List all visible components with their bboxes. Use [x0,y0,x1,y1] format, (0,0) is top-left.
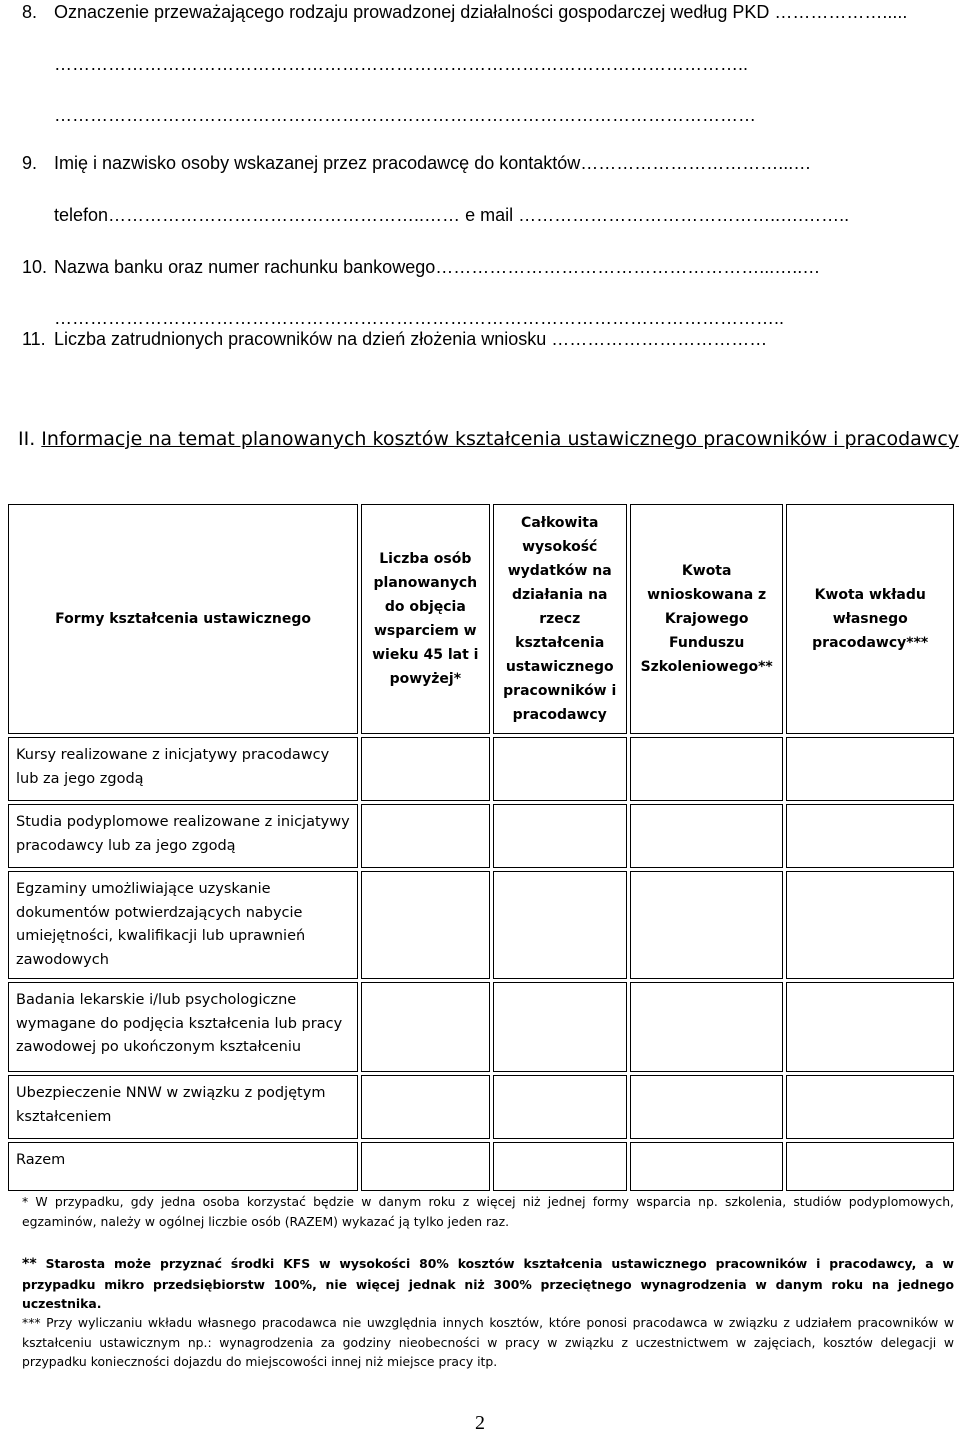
input-cell[interactable] [361,982,489,1072]
contact-line [54,205,849,226]
input-cell[interactable] [786,737,954,801]
item-11 [22,329,767,350]
table-row [8,982,954,1072]
input-cell[interactable] [786,1075,954,1139]
phone-field[interactable]: ……………………………………………..…… [108,205,461,225]
input-cell[interactable] [361,871,489,979]
input-cell[interactable] [493,804,627,868]
footnote-marker: * [22,1194,29,1209]
table-row [8,737,954,801]
row-label: Kursy realizowane z inicjatywy pracodawcy lub za jego zgodą [8,737,358,801]
input-cell[interactable] [361,737,489,801]
input-cell[interactable] [361,804,489,868]
header-kfs-amount: Kwota wnioskowana z Krajowego Funduszu Szkoleniowego** [630,504,783,734]
footnote-2 [22,1254,954,1314]
item-text: Oznaczenie przeważającego rodzaju prowadzonej działalności gospodarczej według PKD ………………..... [54,2,908,22]
phone-label: telefon [54,205,109,225]
row-label: Razem [8,1142,358,1191]
item-text: Nazwa banku oraz numer rachunku bankowego………………………………………………...…..… [54,257,821,277]
fill-line[interactable]: ………………………………………………………………………………………………………….. [54,308,785,328]
page-number: 2 [475,1412,485,1434]
input-cell[interactable] [630,1075,783,1139]
cost-table [5,501,957,1194]
footnote-marker: *** [22,1315,41,1330]
table-row [8,804,954,868]
input-cell[interactable] [493,737,627,801]
input-cell[interactable] [630,1142,783,1191]
input-cell[interactable] [630,871,783,979]
input-cell[interactable] [361,1142,489,1191]
item-9 [22,153,811,174]
input-cell[interactable] [786,1142,954,1191]
footnote-text: Starosta może przyznać środki KFS w wysokości 80% kosztów kształcenia ustawicznego pracowników i pracodawcy, a w przypadku mikro przedsiębiorstw 100%, nie więcej jednak niż 300% przeciętnego wynagrodzenia w danym roku na jednego uczestnika. [22,1256,954,1311]
header-forms: Formy kształcenia ustawicznego [8,504,358,734]
input-cell[interactable] [630,982,783,1072]
table-row [8,1075,954,1139]
section-number: II. [18,428,36,450]
item-8 [22,2,907,23]
input-cell[interactable] [493,871,627,979]
input-cell[interactable] [786,871,954,979]
row-label: Studia podyplomowe realizowane z inicjatywy pracodawcy lub za jego zgodą [8,804,358,868]
item-text: Liczba zatrudnionych pracowników na dzień złożenia wniosku ……………………………… [54,329,768,349]
input-cell[interactable] [493,982,627,1072]
item-10 [22,257,820,278]
section-title: Informacje na temat planowanych kosztów kształcenia ustawicznego pracowników i pracodawcy [41,428,960,450]
input-cell[interactable] [493,1142,627,1191]
input-cell[interactable] [493,1075,627,1139]
footnote-text: W przypadku, gdy jedna osoba korzystać będzie w danym roku z więcej niż jednej formy wsparcia np. szkolenia, studiów podyplomowych, egzaminów, należy w ogólnej liczbie osób (RAZEM) wykazać ją tylko jeden raz. [22,1194,954,1229]
item-number: 9. [22,153,38,173]
input-cell[interactable] [786,804,954,868]
header-own-contribution: Kwota wkładu własnego pracodawcy*** [786,504,954,734]
input-cell[interactable] [786,982,954,1072]
header-people-count: Liczba osób planowanych do objęcia wsparciem w wieku 45 lat i powyżej* [361,504,489,734]
table-row [8,871,954,979]
email-label: e mail [465,205,514,225]
section-heading [18,428,959,450]
row-label: Egzaminy umożliwiające uzyskanie dokumentów potwierdzających nabycie umiejętności, kwalifikacji lub uprawnień zawodowych [8,871,358,979]
table-row-total [8,1142,954,1191]
fill-line[interactable]: …………………………………………………………………………………………………….. [54,54,749,74]
item-text: Imię i nazwisko osoby wskazanej przez pracodawcę do kontaktów……………………………...… [54,153,812,173]
input-cell[interactable] [630,804,783,868]
item-number: 8. [22,2,38,22]
table-header-row [8,504,954,734]
fill-line[interactable]: ……………………………………………………………………………………………………… [54,105,756,125]
item-number: 10. [22,257,48,277]
footnote-3 [22,1313,954,1372]
footnote-marker: ** [22,1256,37,1272]
item-number: 11. [22,329,46,349]
row-label: Ubezpieczenie NNW w związku z podjętym kształceniem [8,1075,358,1139]
header-total-cost: Całkowita wysokość wydatków na działania na rzecz kształcenia ustawicznego pracowników i pracodawcy [493,504,627,734]
footnote-1 [22,1192,954,1231]
email-field[interactable]: ……………………………………..….…….. [518,205,850,225]
input-cell[interactable] [630,737,783,801]
input-cell[interactable] [361,1075,489,1139]
footnote-text: Przy wyliczaniu wkładu własnego pracodawca nie uwzględnia innych kosztów, które ponosi pracodawca w związku z udziałem pracowników w kształceniu ustawicznym np.: wynagrodzenia za godziny nieobecności w pracy w związku z uczestnictwem w zajęciach, kosztów delegacji w przypadku konieczności dojazdu do miejscowości innej niż miejsce pracy itp. [22,1315,954,1369]
row-label: Badania lekarskie i/lub psychologiczne wymagane do podjęcia kształcenia lub pracy zawodowej po ukończonym kształceniu [8,982,358,1072]
